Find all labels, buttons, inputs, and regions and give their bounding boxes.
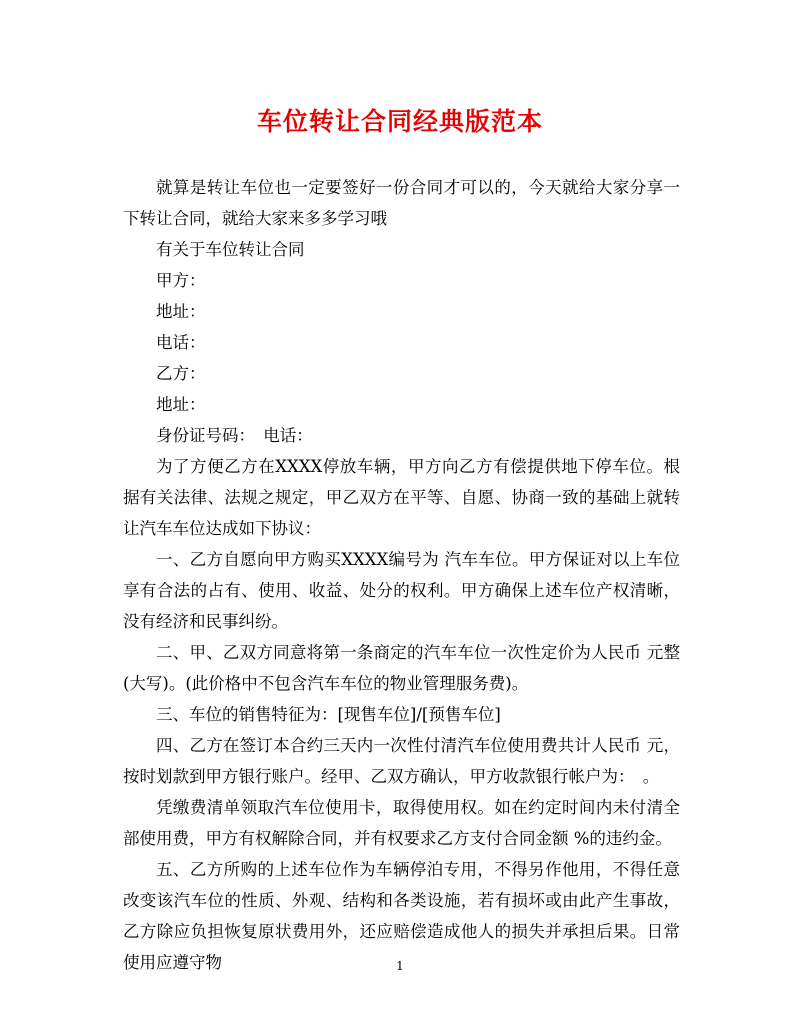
clause-2: 二、甲、乙双方同意将第一条商定的汽车车位一次性定价为人民币 元整(大写)。(此价格中不包含汽车车位的物业管理服务费)。 — [123, 643, 680, 693]
clause-5: 五、乙方所购的上述车位作为车辆停泊专用，不得另作他用，不得任意改变该汽车位的性质、外观、结构和各类设施，若有损坏或由此产生事故，乙方除应负担恢复原状费用外，还应赔偿造成他人的损失并承担后果。日常使用应遵守物 — [123, 860, 680, 972]
party-b-label: 乙方： — [156, 364, 206, 383]
document-title: 车位转让合同经典版范本 — [256, 107, 543, 136]
party-b-address-label: 地址： — [156, 395, 206, 414]
paragraph-preamble: 为了方便乙方在XXXX停放车辆，甲方向乙方有偿提供地下停车位。根据有关法律、法规之规定，甲乙双方在平等、自愿、协商一致的基础上就转让汽车车位达成如下协议： — [123, 457, 680, 538]
clause-1: 一、乙方自愿向甲方购买XXXX编号为 汽车车位。甲方保证对以上车位享有合法的占有、使用、收益、处分的权利。甲方确保上述车位产权清晰，没有经济和民事纠纷。 — [123, 550, 680, 631]
party-a-phone-label: 电话： — [156, 333, 206, 352]
paragraph-heading: 有关于车位转让合同 — [156, 240, 305, 259]
page-number: 1 — [396, 959, 404, 973]
paragraph-intro: 就算是转让车位也一定要签好一份合同才可以的，今天就给大家分享一下转让合同，就给大家来多多学习哦 — [123, 178, 680, 228]
party-a-address-label: 地址： — [156, 302, 206, 321]
clause-3: 三、车位的销售特征为：[现售车位]/[预售车位] — [156, 705, 501, 724]
clause-4-continued: 凭缴费清单领取汽车位使用卡，取得使用权。如在约定时间内未付清全部使用费，甲方有权解除合同，并有权要求乙方支付合同金额 %的违约金。 — [123, 798, 680, 848]
document-body — [123, 172, 680, 978]
party-b-id-phone-label: 身份证号码： 电话： — [156, 426, 313, 445]
party-a-label: 甲方： — [156, 271, 206, 290]
clause-4: 四、乙方在签订本合约三天内一次性付清汽车位使用费共计人民币 元，按时划款到甲方银行账户。经甲、乙双方确认，甲方收款银行帐户为： 。 — [123, 736, 680, 786]
